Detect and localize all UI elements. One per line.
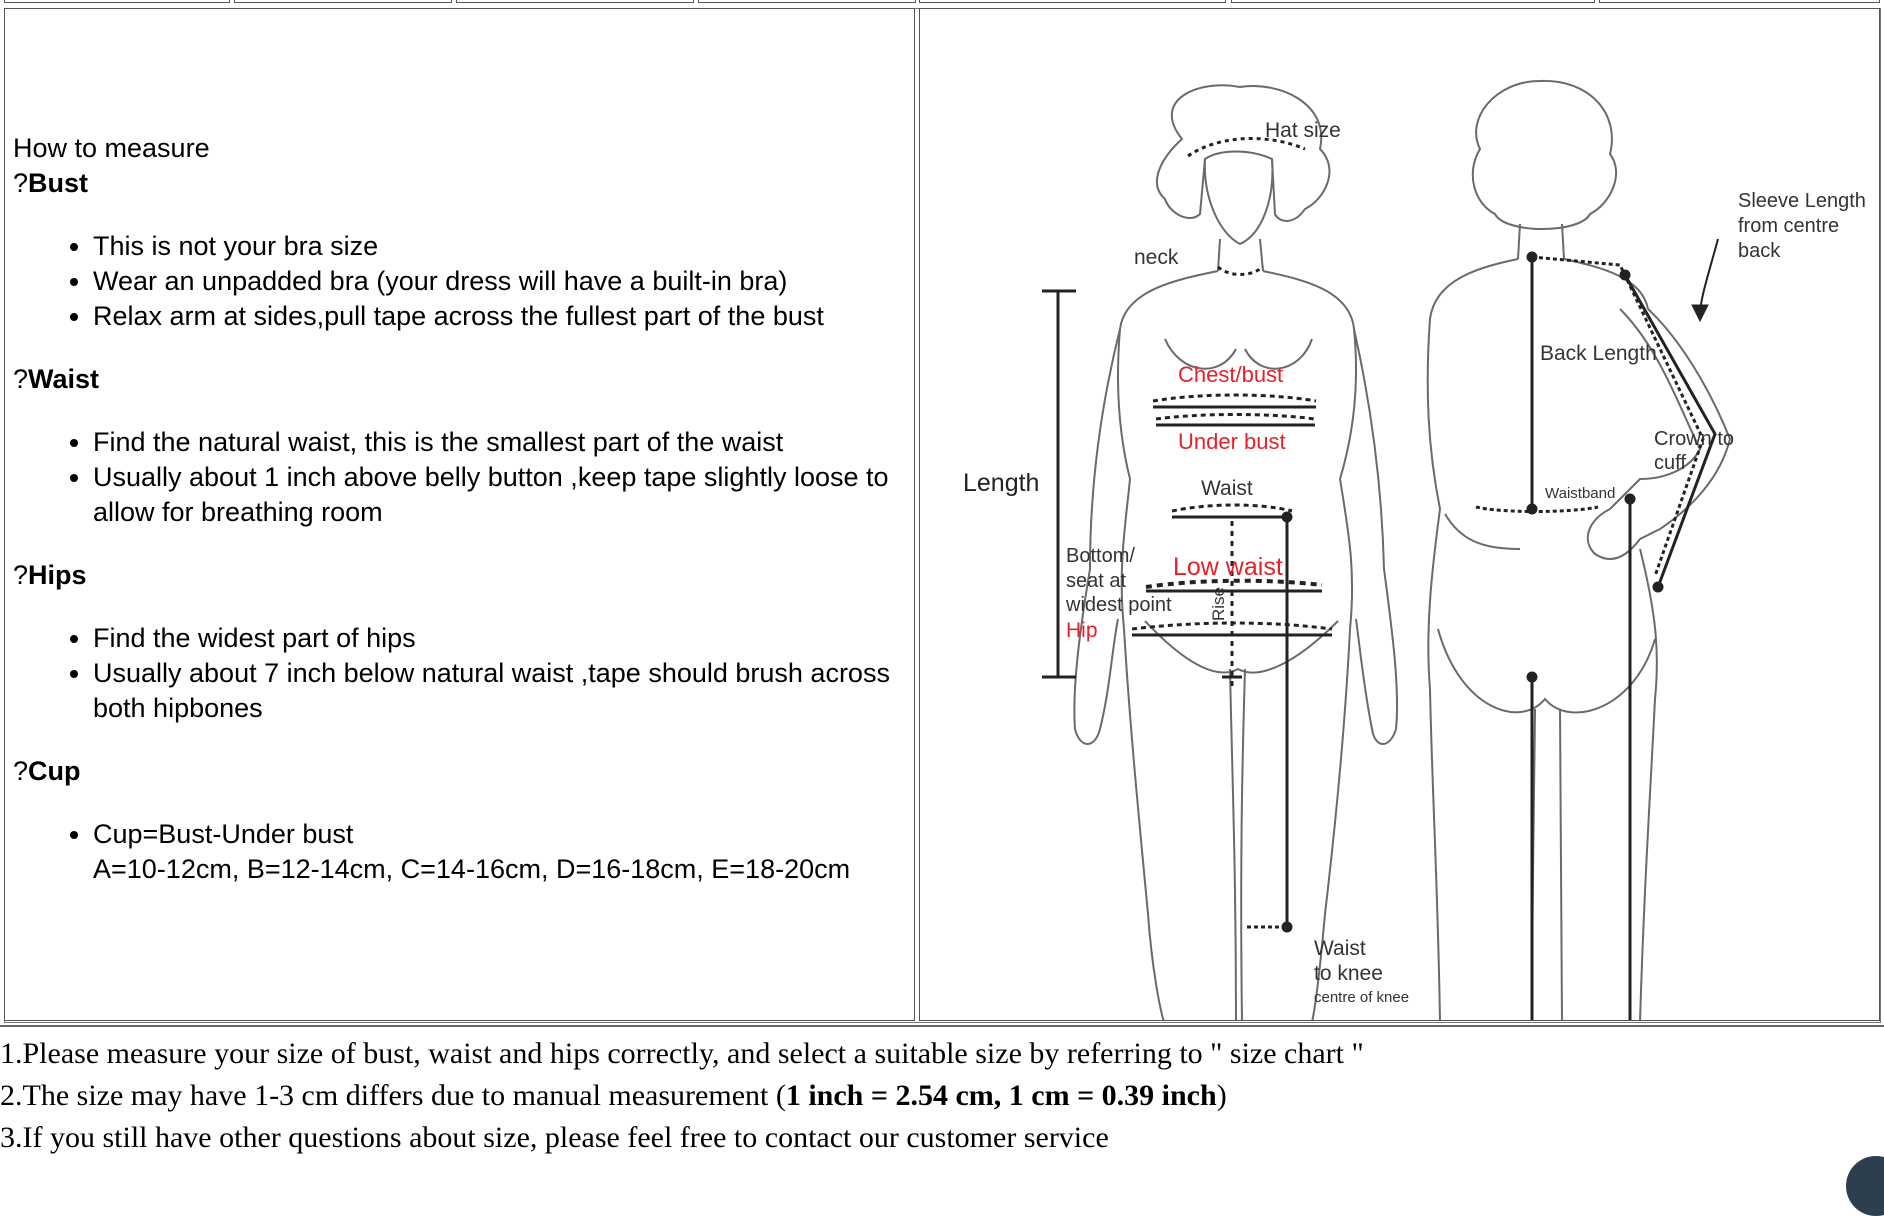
waistband-label: Waistband (1545, 485, 1616, 502)
waist-tips (13, 425, 913, 530)
list-item: • Find the widest part of hips (93, 621, 913, 656)
cup-tips (13, 817, 913, 887)
list-item: • Usually about 7 inch below natural waist ,tape should brush across both hipbones (93, 656, 913, 726)
stub-cell (4, 0, 230, 3)
waist-label: Waist (1201, 477, 1253, 500)
back-figure-outline (1428, 81, 1730, 1021)
how-to-measure-title: How to measure (13, 133, 210, 163)
list-item: • Wear an unpadded bra (your dress will have a built-in bra) (93, 264, 913, 299)
cup-size-scale: A=10-12cm, B=12-14cm, C=14-16cm, D=16-18cm, E=18-20cm (93, 854, 851, 884)
measurement-diagram (920, 9, 1880, 1021)
list-item: • Usually about 1 inch above belly button ,keep tape slightly loose to allow for breathing room (93, 460, 913, 530)
hips-tips (13, 621, 913, 726)
stub-cell (1599, 0, 1880, 3)
bust-tips (13, 229, 913, 334)
measurement-lines (1042, 139, 1718, 1021)
waist-to-knee-label-2: to knee (1314, 962, 1383, 985)
back-length-label: Back Length (1540, 342, 1657, 365)
how-to-measure-content (13, 131, 913, 915)
hips-heading: ?Hips (13, 560, 87, 590)
under-bust-label: Under bust (1178, 429, 1286, 454)
note-line-1: 1.Please measure your size of bust, waist and hips correctly, and select a suitable size by referring to " size chart " (0, 1037, 1364, 1070)
waist-heading: ?Waist (13, 364, 100, 394)
size-notes (0, 1033, 1884, 1159)
table-top-stub-row (0, 0, 1884, 6)
cup-heading: ?Cup (13, 756, 81, 786)
note-line-2: 2.The size may have 1-3 cm differs due to manual measurement (1 inch = 2.54 cm, 1 cm = 0.39 inch) (0, 1079, 1227, 1112)
stub-cell (456, 0, 694, 3)
sleeve-length-label-3: back (1738, 240, 1781, 262)
bottom-seat-label-3: widest point (1066, 594, 1172, 616)
sleeve-length-label-1: Sleeve Length (1738, 190, 1866, 212)
list-item: • Relax arm at sides,pull tape across the fullest part of the bust (93, 299, 913, 334)
chat-widget-button[interactable] (1846, 1156, 1884, 1216)
conversion-text: 1 inch = 2.54 cm, 1 cm = 0.39 inch (785, 1079, 1217, 1112)
divider (0, 1025, 1884, 1027)
bust-heading: ?Bust (13, 168, 89, 198)
stub-cell (919, 0, 1226, 3)
length-label: Length (963, 469, 1040, 497)
centre-of-knee-label: centre of knee (1314, 989, 1410, 1006)
stub-cell (1231, 0, 1595, 3)
crown-to-cuff-label-1: Crown to (1654, 428, 1735, 450)
chest-bust-label: Chest/bust (1178, 362, 1284, 387)
diagram-labels (963, 119, 1866, 1006)
crown-to-cuff-label-2: cuff (1654, 452, 1686, 474)
measurement-diagram-cell (919, 8, 1880, 1021)
how-to-measure-cell (4, 8, 915, 1021)
list-item: • Find the natural waist, this is the smallest part of the waist (93, 425, 913, 460)
neck-label: neck (1134, 246, 1179, 269)
bottom-seat-label-2: seat at (1066, 570, 1127, 592)
note-line-3: 3.If you still have other questions about size, please feel free to contact our customer service (0, 1121, 1109, 1154)
rise-label: Rise (1209, 586, 1228, 621)
hat-size-label: Hat size (1265, 119, 1341, 142)
sleeve-length-label-2: from centre (1738, 215, 1840, 237)
hip-label: Hip (1066, 619, 1098, 642)
list-item: • This is not your bra size (93, 229, 913, 264)
waist-to-knee-label-1: Waist (1314, 937, 1366, 960)
list-item: • Cup=Bust-Under bust A=10-12cm, B=12-14cm, C=14-16cm, D=16-18cm, E=18-20cm (93, 817, 913, 887)
stub-cell (234, 0, 452, 3)
bottom-seat-label-1: Bottom/ (1066, 545, 1135, 567)
stub-cell (698, 0, 916, 3)
low-waist-label: Low waist (1173, 553, 1283, 581)
